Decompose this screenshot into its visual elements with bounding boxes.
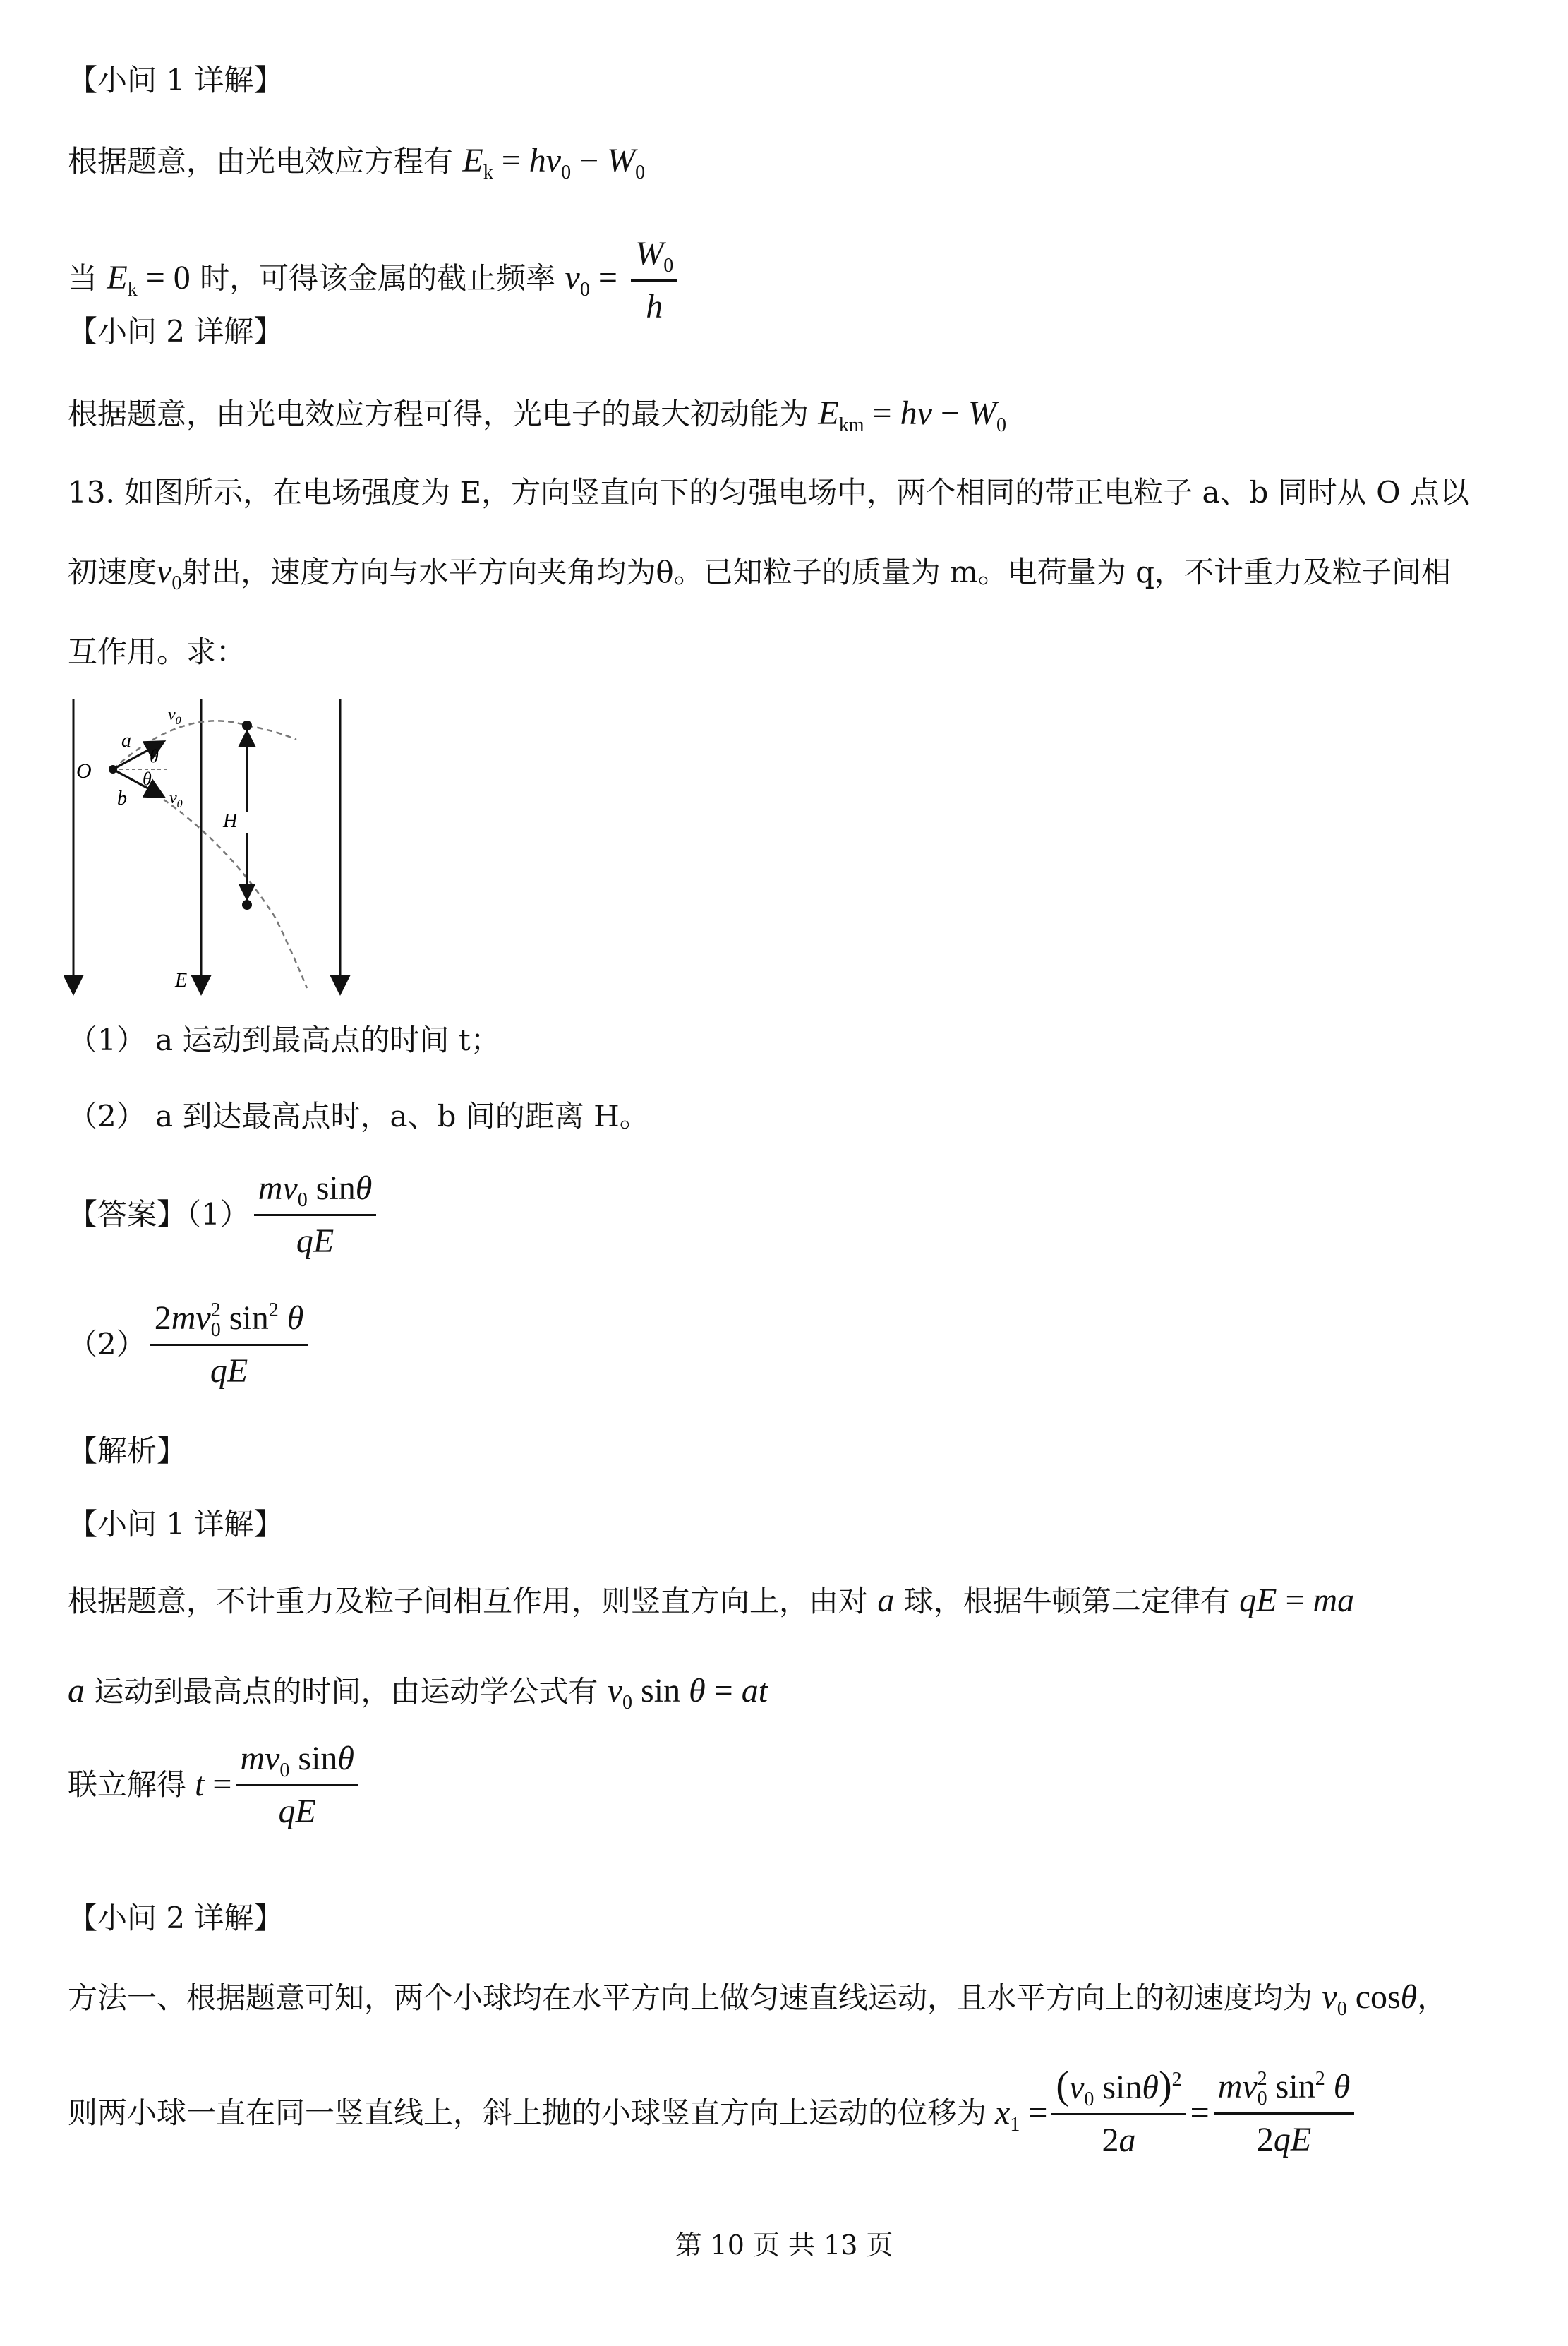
text: 方法一、根据题意可知，两个小球均在水平方向上做匀速直线运动，且水平方向上的初速度均为 — [68, 1980, 1313, 2015]
text: （2） — [68, 1327, 146, 1361]
displacement-fraction-1: $\frac{(v_0 \sin\theta)^2}{2a}$ — [1051, 2064, 1186, 2162]
formula-nu0: $\nu_0$ = — [565, 258, 617, 301]
question-2: （2） a 到达最高点时，a、b 间的距离 H。 — [68, 1099, 649, 1133]
text: 联立解得 — [68, 1767, 187, 1802]
analysis-q1-heading: 【小问 1 详解】 — [68, 1507, 284, 1541]
label-a: a — [121, 730, 131, 752]
solve-line — [68, 1739, 363, 1831]
electric-field-figure — [64, 692, 360, 1002]
symbol-v0: $v_0$ — [157, 553, 182, 594]
answer-2 — [68, 1299, 312, 1390]
trajectory-a — [113, 721, 296, 769]
point-o — [109, 765, 117, 774]
symbol-a: a — [877, 1582, 895, 1619]
method-one-line — [68, 1976, 1447, 2019]
symbol-a-start: a — [68, 1672, 85, 1709]
analysis-q2-heading: 【小问 2 详解】 — [68, 1901, 284, 1935]
text: 时，可得该金属的截止频率 — [200, 260, 556, 296]
max-kinetic-energy-line — [68, 392, 1006, 435]
text: 初速度 — [68, 555, 157, 589]
problem-13-line1: 13. 如图所示，在电场强度为 E，方向竖直向下的匀强电场中，两个相同的带正电粒子 a、b 同时从 O 点以 — [68, 475, 1469, 510]
answer-1 — [68, 1169, 380, 1260]
label-b: b — [117, 788, 127, 810]
question-1: （1） a 运动到最高点的时间 t； — [68, 1023, 500, 1057]
formula-ek-zero: $E_k = 0$ — [107, 258, 191, 301]
label-theta-bottom: θ — [143, 769, 152, 789]
label-e: E — [175, 970, 188, 992]
newton-line — [68, 1580, 1354, 1623]
answer-2-fraction: $\frac{2mv_0^2 \sin^2 \theta}{qE}$ — [150, 1297, 308, 1392]
fraction-w0-over-h: $\frac{W_0}{h}$ — [631, 233, 677, 328]
text: 射出，速度方向与水平方向夹角均为θ。已知粒子的质量为 m。电荷量为 q，不计重力及粒子间相 — [181, 555, 1452, 589]
kinematics-line — [68, 1670, 768, 1713]
label-v0-top: $v_0$ — [168, 706, 181, 727]
analysis-heading: 【解析】 — [68, 1433, 187, 1468]
formula-qe-ma: qE = ma — [1239, 1582, 1355, 1619]
point-bottom — [242, 900, 252, 910]
displacement-line — [68, 2064, 1358, 2162]
label-theta-top: θ — [150, 746, 159, 766]
formula-t: t = — [186, 1766, 232, 1803]
page-footer: 第 10 页 共 13 页 — [675, 2230, 893, 2261]
problem-13-line2 — [68, 551, 1451, 594]
text: 【答案】（1） — [68, 1197, 250, 1232]
answer-1-fraction: $\frac{mv_0 \sin\theta}{qE}$ — [254, 1167, 377, 1263]
formula-v0sin-at: $v_0$ sin θ = at — [607, 1672, 768, 1714]
trajectory-b — [113, 769, 307, 988]
label-h: H — [223, 810, 238, 832]
displacement-fraction-2: $\frac{mv_0^2 \sin^2 \theta}{2qE}$ — [1214, 2066, 1355, 2161]
equals: = — [1190, 2094, 1210, 2131]
text: 当 — [68, 260, 98, 296]
point-top — [242, 721, 252, 730]
text: 根据题意，由光电效应方程可得，光电子的最大初动能为 — [68, 397, 809, 431]
solve-fraction: $\frac{mv_0 \sin\theta}{qE}$ — [236, 1738, 358, 1833]
label-o: O — [76, 759, 92, 783]
formula-x1: $x_1$ = — [987, 2094, 1048, 2136]
formula-ekm: $E_{km} = h\nu - W_0$ — [818, 395, 1006, 436]
q2-heading: 【小问 2 详解】 — [68, 314, 284, 349]
text: 球，根据牛顿第二定律有 — [903, 1584, 1230, 1618]
formula-v0cos: $v_0$ cosθ — [1322, 1978, 1418, 2020]
label-v0-bottom: $v_0$ — [169, 789, 183, 810]
problem-13-line3: 互作用。求： — [68, 634, 246, 669]
q1-heading: 【小问 1 详解】 — [68, 63, 284, 97]
text: 根据题意，不计重力及粒子间相互作用，则竖直方向上，由对 — [68, 1584, 869, 1618]
photoelectric-equation-line — [68, 140, 645, 183]
text: 根据题意，由光电效应方程有 — [68, 144, 454, 179]
comma: ， — [1417, 1980, 1447, 2015]
formula-ek: $E_k = h\nu_0 - W_0$ — [462, 142, 646, 184]
text: 运动到最高点的时间，由运动学公式有 — [94, 1674, 598, 1709]
text: 则两小球一直在同一竖直线上，斜上抛的小球竖直方向上运动的位移为 — [68, 2095, 987, 2130]
